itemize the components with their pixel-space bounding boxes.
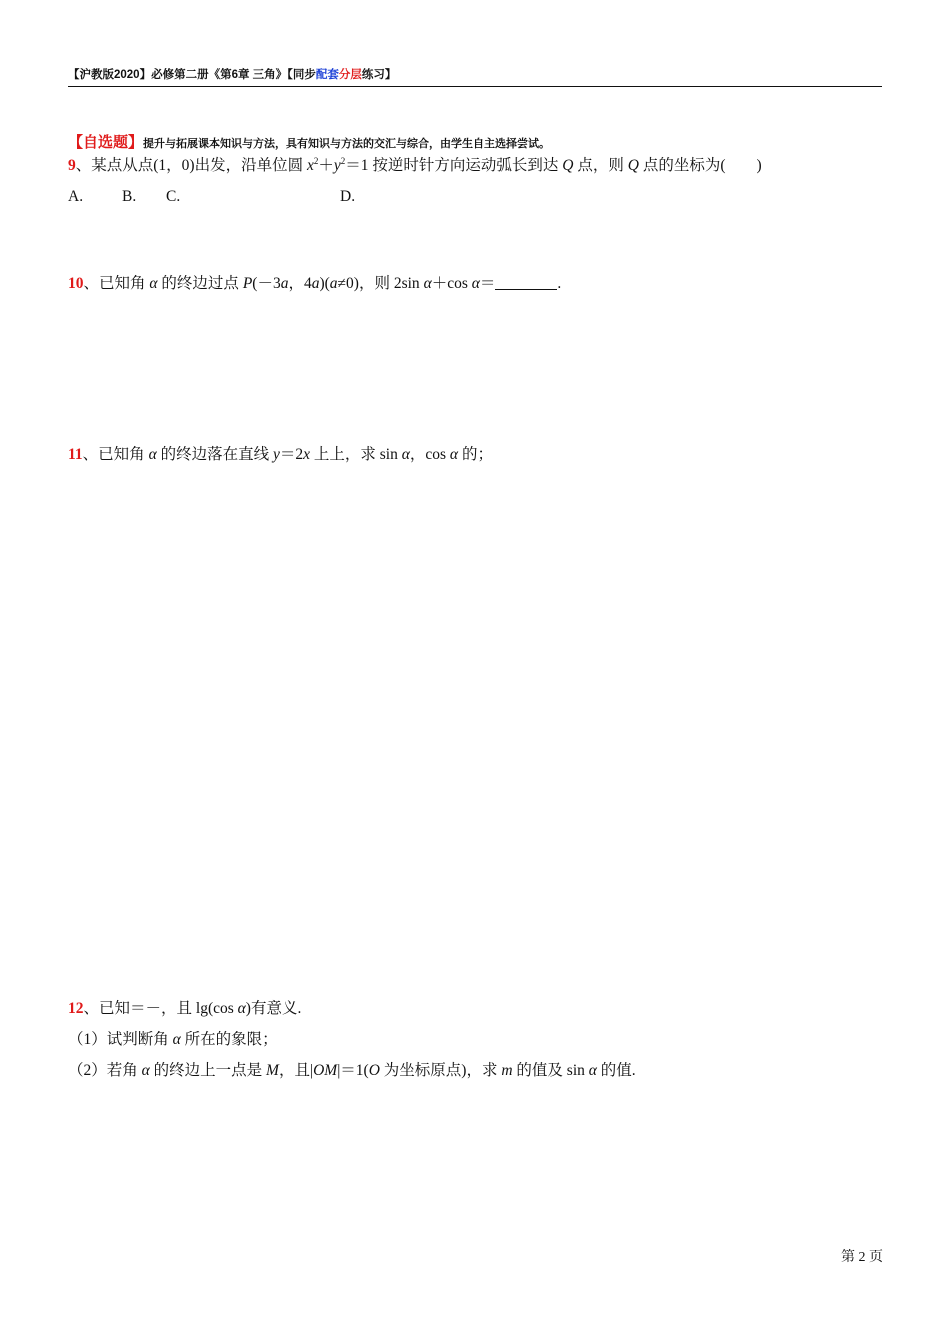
header-highlight-red: 分层: [338, 69, 362, 81]
option-a: A.: [68, 188, 84, 205]
option-c: C.: [166, 188, 181, 205]
question-12: 12、已知＝－，且 lg(cos α)有意义.: [68, 1000, 302, 1017]
header-title: 【沪教版2020】必修第二册《第6章 三角》【同步: [68, 69, 316, 81]
header-title-end: 练习】: [361, 69, 397, 81]
page-header: [68, 66, 882, 87]
question-text: 某点从点(1，0)出发，沿单位圆: [91, 157, 307, 174]
section-tag: 【自选题】: [68, 134, 144, 151]
answer-blank: [495, 275, 557, 290]
question-number: 11: [68, 446, 83, 463]
question-text: 已知＝－，且 lg(cos: [99, 1000, 238, 1017]
question-11: 11、已知角 α 的终边落在直线 y＝2x 上上，求 sin α，cos α 的；: [68, 446, 493, 463]
page-number: 第 2 页: [841, 1250, 883, 1265]
question-12-part-2: （2）若角 α 的终边上一点是 M，且|OM|＝1(O 为坐标原点)，求 m 的值及 sin α 的值.: [68, 1062, 636, 1079]
question-12-part-1: （1）试判断角 α 所在的象限；: [68, 1031, 278, 1048]
question-10: 10、已知角 α 的终边过点 P(－3a，4a)(a≠0)，则 2sin α＋cos α＝ .: [68, 275, 562, 292]
header-highlight-blue: 配套: [315, 69, 339, 81]
question-text: 已知角: [99, 275, 150, 292]
option-d: D.: [340, 188, 356, 205]
question-number: 9: [68, 157, 76, 174]
question-text: 已知角: [98, 446, 149, 463]
option-b: B.: [122, 188, 137, 205]
question-9: 9、某点从点(1，0)出发，沿单位圆 $x^2+y^2=1$ 按逆时针方向运动弧长到达 Q 点，则 Q 点的坐标为( ): [68, 156, 762, 174]
question-number: 10: [68, 275, 84, 292]
question-number: 12: [68, 1000, 84, 1017]
section-description: 提升与拓展课本知识与方法，具有知识与方法的交汇与综合，由学生自主选择尝试。: [143, 138, 551, 150]
section-heading: [68, 132, 550, 155]
